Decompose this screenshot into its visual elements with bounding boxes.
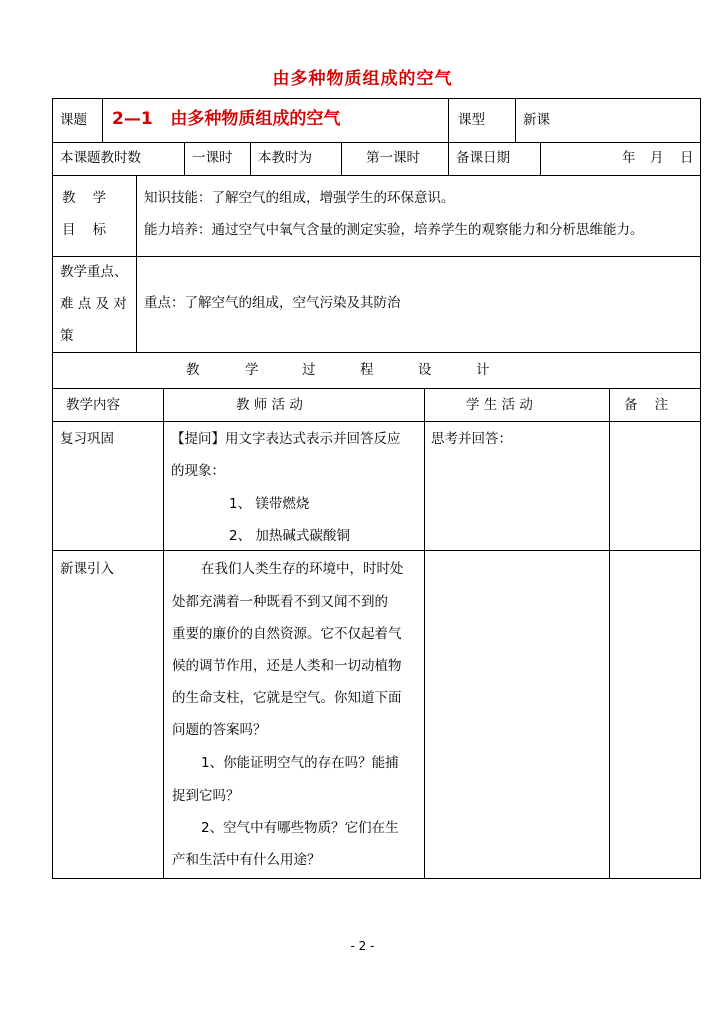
process-heading-char: 教: [186, 362, 200, 378]
date-month: 月: [650, 150, 664, 166]
objective-ability: 能力培养：通过空气中氧气含量的测定实验，培养学生的观察能力和分析思维能力。: [144, 222, 644, 238]
table-rule: [52, 388, 701, 389]
total-hours-label: 本课题教时数: [60, 150, 141, 166]
current-session-label: 本教时为: [258, 150, 312, 166]
table-rule: [52, 421, 701, 422]
intro-teacher-line: 在我们人类生存的环境中，时时处: [201, 561, 404, 577]
process-heading-char: 程: [360, 362, 374, 378]
table-rule: [424, 388, 425, 878]
process-heading-char: 学: [245, 362, 259, 378]
objectives-label-line2: 目 标: [62, 222, 107, 238]
key-points-content: 重点：了解空气的组成，空气污染及其防治: [144, 295, 401, 311]
column-header-remarks: 备 注: [624, 397, 669, 413]
intro-teacher-line: 2、空气中有哪些物质？它们在生: [201, 820, 399, 836]
key-points-label-line3: 策: [60, 328, 74, 344]
column-header-student: 学 生 活 动: [466, 397, 533, 413]
intro-teacher-line: 处都充满着一种既看不到又闻不到的: [172, 594, 388, 610]
column-header-teacher: 教 师 活 动: [236, 397, 303, 413]
table-rule: [136, 175, 137, 352]
review-teacher-line: 【提问】用文字表达式表示并回答反应: [171, 431, 401, 447]
table-border-bottom: [52, 878, 701, 879]
table-rule: [250, 142, 251, 175]
table-border-top: [52, 98, 701, 99]
review-student: 思考并回答：: [431, 431, 512, 447]
table-rule: [448, 98, 449, 142]
table-rule: [540, 142, 541, 175]
intro-teacher-line: 产和生活中有什么用途？: [172, 852, 321, 868]
lesson-type-label: 课型: [458, 112, 485, 128]
table-rule: [52, 352, 701, 353]
intro-teacher-line: 重要的廉价的自然资源。它不仅起着气: [172, 626, 402, 642]
date-year: 年: [622, 150, 636, 166]
table-rule: [609, 388, 610, 878]
table-border-left: [52, 98, 53, 879]
topic-label: 课题: [60, 112, 87, 128]
prep-date-label: 备课日期: [456, 150, 510, 166]
review-teacher-line: 1、 镁带燃烧: [229, 496, 310, 512]
table-rule: [341, 142, 342, 175]
table-rule: [448, 142, 449, 175]
table-rule: [163, 388, 164, 878]
key-points-label-line1: 教学重点、: [60, 264, 128, 280]
intro-teacher-line: 捉到它吗？: [172, 788, 240, 804]
total-hours-value: 一课时: [192, 150, 233, 166]
objective-knowledge: 知识技能：了解空气的组成，增强学生的环保意识。: [144, 190, 455, 206]
column-header-content: 教学内容: [66, 397, 120, 413]
table-rule: [515, 98, 516, 142]
table-rule: [102, 98, 103, 142]
table-rule: [52, 175, 701, 176]
page-number: - 2 -: [350, 939, 375, 953]
intro-teacher-line: 问题的答案吗？: [172, 722, 267, 738]
lesson-type-value: 新课: [523, 112, 550, 128]
date-day: 日: [680, 150, 694, 166]
topic-value: 2—1 由多种物质组成的空气: [112, 109, 341, 129]
document-title: 由多种物质组成的空气: [272, 69, 453, 89]
review-teacher-line: 2、 加热碱式碳酸铜: [229, 528, 350, 544]
review-content: 复习巩固: [60, 431, 114, 447]
intro-content: 新课引入: [60, 561, 114, 577]
objectives-label-line1: 教 学: [62, 190, 107, 206]
table-rule: [52, 256, 701, 257]
intro-teacher-line: 候的调节作用，还是人类和一切动植物: [172, 658, 402, 674]
table-border-right: [700, 98, 701, 879]
key-points-label-line2: 难 点 及 对: [60, 296, 127, 312]
table-rule: [52, 550, 701, 551]
process-heading-char: 计: [476, 362, 490, 378]
table-rule: [184, 142, 185, 175]
intro-teacher-line: 的生命支柱，它就是空气。你知道下面: [172, 690, 402, 706]
current-session-value: 第一课时: [366, 150, 420, 166]
process-heading-char: 过: [302, 362, 316, 378]
process-heading-char: 设: [418, 362, 432, 378]
review-teacher-line: 的现象：: [171, 463, 225, 479]
intro-teacher-line: 1、你能证明空气的存在吗？能捕: [201, 755, 399, 771]
table-rule: [52, 142, 701, 143]
